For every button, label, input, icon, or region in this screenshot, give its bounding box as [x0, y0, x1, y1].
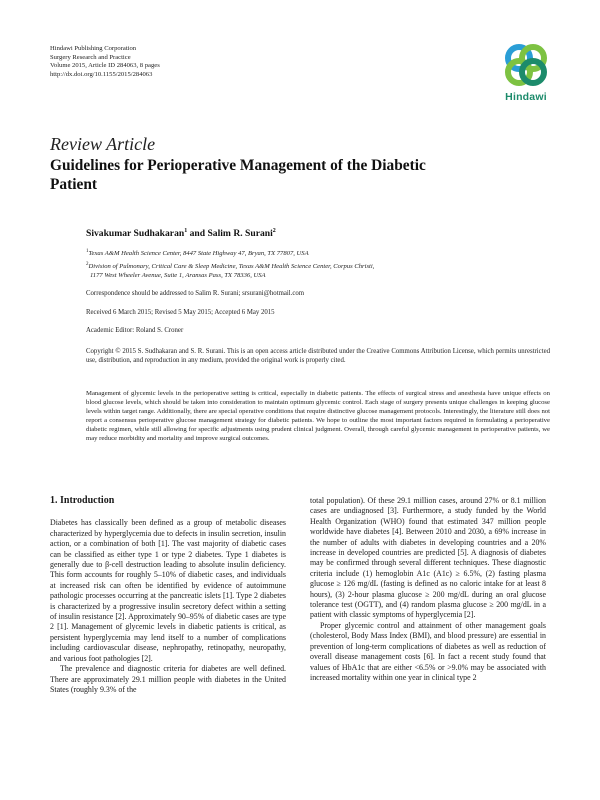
author-name: Salim R. Surani — [207, 228, 273, 240]
article-title: Guidelines for Perioperative Management of the Diabetic Patient — [50, 157, 426, 193]
affiliation-text: 1177 West Wheeler Avenue, Suite 1, Aransas Pass, TX 78336, USA — [90, 271, 266, 279]
body-paragraph: total population). Of these 29.1 million cases, around 27% or 8.1 million cases are undiagnosed [3]. Furthermore, a study funded by the World Health Organization (WHO) found that estimated 347 million people worldwide have diabetes [4]. Between 2010 and 2030, a 69% increase in the number of adults with diabetes in developing countries and a 20% increase in developed countries are predicted [5]. A diagnosis of diabetes may be confirmed through several different techniques. These diagnostic criteria include (1) hemoglobin A1c (A1c) ≥ 6.5%, (2) fasting plasma glucose ≥ 126 mg/dL (fasting is defined as no caloric intake for at least 8 hours), (3) 2-hour plasma glucose ≥ 200 mg/dL during an oral glucose tolerance test (OGTT), and (4) random plasma glucose ≥ 200 mg/dL in a patient with classic symptoms of hyperglycemia [2]. — [310, 496, 546, 620]
author-affiliation-marker: 2 — [272, 228, 276, 234]
affiliation-2 — [86, 261, 374, 280]
affiliation-marker: 1 — [86, 249, 89, 254]
author-name: Sivakumar Sudhakaran — [86, 228, 185, 240]
abstract: Management of glycemic levels in the perioperative setting is critical, especially in diabetic patients. The effects of surgical stress and anesthesia have unique effects on blood glucose levels, which should be taken into consideration to maintain optimum glycemic control. Each stage of surgery presents unique challenges in keeping glucose levels within target range. Additionally, there are special operative conditions that require distinctive glucose management protocols. Interestingly, the literature still does not report a consensus perioperative glucose management strategy for diabetic patients. We hope to outline the most important factors required in formulating a perioperative diabetic regimen, while still allowing for specific adjustments using prudent clinical judgment. Overall, through careful glycemic management in perioperative patients, we may reduce morbidity and mortality and improve surgical outcomes. — [86, 390, 550, 442]
author-list — [86, 228, 276, 239]
doi-link[interactable]: http://dx.doi.org/10.1155/2015/284063 — [50, 70, 153, 78]
hindawi-logo-icon — [501, 40, 551, 90]
body-paragraph: Diabetes has classically been defined as a group of metabolic diseases characterized by hyperglycemia due to defects in insulin secretion, insulin action, or a combination of both [1]. The vast majority of diabetic cases can be classified as either type 1 or type 2 diabetes. Type 1 diabetes is generally due to β-cell destruction leading to absolute insulin deficiency. This form accounts for roughly 5–10% of diabetic cases, and individuals at increased risk can often be identified by evidence of autoimmune pathologic processes occurring at the pancreatic islets [1]. Type 2 diabetes is characterized by a progressive insulin secretory defect within a setting of insulin resistance [2]. Approximately 90–95% of diabetic cases are type 2 [1]. Management of glycemic levels in diabetic patients is critical, as persistent hyperglycemia may lend itself to a number of complications including cardiovascular disease, nephropathy, retinopathy, neuropathy, and various foot pathologies [2]. — [50, 518, 286, 663]
journal-name: Surgery Research and Practice — [50, 53, 131, 61]
body-column-right — [310, 496, 546, 683]
body-paragraph: Proper glycemic control and attainment of other management goals (cholesterol, Body Mass Index (BMI), and blood pressure) are essential in prevention of long-term complications of diabetes as well as reduction of overall disease management costs [6]. In fact a recent study found that values of HbA1c that are either <6.5% or >9.0% may be associated with increased mortality within one year in clinical type 2 — [310, 620, 546, 682]
body-paragraph: The prevalence and diagnostic criteria for diabetes are well defined. There are approximately 29.1 million people with diabetes in the United States (roughly 9.3% of the — [50, 664, 286, 694]
affiliation-text: Division of Pulmonary, Critical Care & Sleep Medicine, Texas A&M Health Science Center, Corpus Christi, — [88, 263, 375, 271]
academic-editor: Academic Editor: Roland S. Croner — [86, 327, 184, 334]
affiliation-1 — [86, 248, 309, 259]
body-column-left — [50, 496, 286, 695]
author-affiliation-marker: 1 — [184, 228, 188, 234]
section-heading: 1. Introduction — [50, 495, 115, 506]
affiliation-marker: 2 — [86, 262, 89, 267]
publication-dates: Received 6 March 2015; Revised 5 May 2015; Accepted 6 May 2015 — [86, 309, 275, 316]
journal-info — [50, 45, 160, 79]
volume-info: Volume 2015, Article ID 284063, 8 pages — [50, 62, 160, 70]
article-type: Review Article — [50, 134, 156, 154]
correspondence: Correspondence should be addressed to Salim R. Surani; srsurani@hotmail.com — [86, 290, 305, 297]
publisher-name: Hindawi Publishing Corporation — [50, 45, 137, 52]
affiliation-text: Texas A&M Health Science Center, 8447 State Highway 47, Bryan, TX 77807, USA — [88, 250, 309, 258]
hindawi-logo-text: Hindawi — [505, 91, 547, 103]
copyright-notice: Copyright © 2015 S. Sudhakaran and S. R. Surani. This is an open access article distributed under the Creative Commons Attribution License, which permits unrestricted use, distribution, and reproduction in any medium, provided the original work is properly cited. — [86, 348, 550, 364]
hindawi-logo — [494, 40, 558, 108]
author-conjunction: and — [187, 228, 208, 240]
